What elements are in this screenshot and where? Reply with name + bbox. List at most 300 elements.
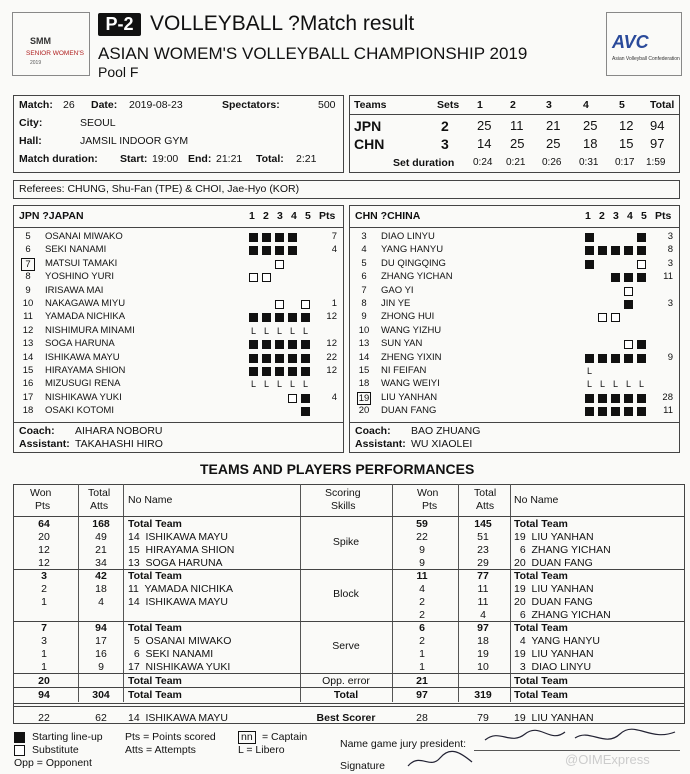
starter-marker — [249, 246, 258, 255]
chn-player-name: WANG WEIYI — [381, 378, 440, 390]
jpn-player-name: OSANAI MIWAKO — [45, 231, 123, 242]
score-cell-1-7: 97 — [650, 136, 665, 151]
jpn-player-number: 5 — [25, 231, 31, 242]
perf-won: 11 — [416, 570, 428, 582]
jpn-player-sets — [249, 366, 314, 380]
libero-marker: L — [586, 379, 592, 390]
perf-skill-opp: Opp. error — [322, 675, 370, 687]
starter-marker — [288, 367, 297, 376]
jpn-pts-header: Pts — [319, 210, 336, 222]
perf-won: 1 — [419, 661, 425, 673]
starter-marker — [262, 354, 271, 363]
legend-captain-box: nn — [238, 731, 256, 744]
score-cell-0-7: 94 — [650, 118, 665, 133]
referees: Referees: CHUNG, Shu-Fan (TPE) & CHOI, Jae-Hyo (KOR) — [19, 183, 300, 195]
end-label: End: — [188, 153, 212, 165]
perf-skill-serve: Serve — [332, 640, 360, 652]
libero-marker: L — [276, 325, 282, 336]
chn-set-header-4: 5 — [641, 210, 647, 222]
chn-player-number: 20 — [358, 405, 370, 417]
perf-won-r: Won — [417, 487, 439, 499]
perf-won: 1 — [41, 596, 47, 608]
starter-marker — [275, 340, 284, 349]
libero-marker: L — [599, 379, 605, 390]
chn-player-name: NI FEIFAN — [381, 365, 427, 376]
set-duration-5: 1:59 — [646, 157, 666, 168]
starter-marker — [249, 367, 258, 376]
chn-player-sets — [585, 272, 650, 286]
score-cell-0-5: 25 — [583, 118, 598, 133]
perf-player: 4 YANG HANYU — [514, 635, 600, 647]
chn-player-name: YANG HANYU — [381, 244, 444, 256]
score-divider — [349, 114, 680, 115]
perf-won: 20 — [38, 531, 50, 543]
starter-marker — [288, 340, 297, 349]
jpn-player-name: YOSHINO YURI — [45, 271, 114, 283]
perf-player: 6 ZHANG YICHAN — [514, 544, 611, 556]
chn-player-sets — [585, 312, 650, 326]
score-cell-1-5: 18 — [583, 136, 598, 151]
legend-points: Pts = Points scored — [125, 731, 216, 743]
jpn-player-name: NISHIKAWA YUKI — [45, 391, 122, 403]
jpn-player-name: ISHIKAWA MAYU — [45, 351, 120, 363]
perf-won: 4 — [419, 583, 425, 595]
perf-won: 64 — [38, 518, 50, 530]
jpn-player-points: 1 — [331, 298, 337, 309]
starter-marker — [598, 394, 607, 403]
starter-marker — [585, 394, 594, 403]
perf-won: 22 — [416, 531, 428, 543]
pool-label: Pool F — [98, 64, 139, 80]
starter-marker — [611, 273, 620, 282]
starter-marker — [288, 246, 297, 255]
jpn-roster-divider — [13, 227, 344, 228]
starter-marker — [585, 260, 594, 269]
perf-won: 1 — [41, 661, 47, 673]
score-header-2: 1 — [477, 99, 483, 111]
perf-won: 9 — [419, 557, 425, 569]
jpn-coach-divider — [13, 422, 344, 423]
date-label: Date: — [91, 99, 118, 111]
chn-player-name: DU QINGQING — [381, 257, 446, 269]
jpn-player-name: YAMADA NICHIKA — [45, 311, 126, 323]
perf-opp-line — [13, 687, 685, 688]
chn-player-name: DUAN FANG — [381, 405, 437, 417]
jpn-player-name: IRISAWA MAI — [45, 284, 104, 296]
starter-marker — [275, 233, 284, 242]
starter-marker — [288, 233, 297, 242]
jpn-player-name: MATSUI TAMAKI — [45, 257, 118, 269]
perf-atts: 145 — [474, 518, 492, 530]
chn-player-points: 3 — [667, 257, 673, 269]
hall-label: Hall: — [19, 135, 42, 147]
starter-marker — [637, 394, 646, 403]
libero-marker: L — [638, 379, 644, 390]
perf-won-l: Won — [30, 487, 52, 499]
libero-marker: L — [289, 379, 295, 390]
starter-marker — [262, 340, 271, 349]
legend-attempts: Atts = Attempts — [125, 744, 196, 756]
score-header-7: Total — [650, 99, 675, 111]
jury-line — [474, 750, 680, 751]
jpn-player-sets — [249, 286, 314, 300]
perf-atts: 4 — [98, 596, 104, 608]
perf-atts: 29 — [477, 557, 489, 569]
perf-player: Total Team — [128, 570, 182, 582]
perf-won: 1 — [419, 648, 425, 660]
chn-player-points: 3 — [667, 231, 673, 242]
jpn-assistant: TAKAHASHI HIRO — [75, 438, 163, 450]
perf-player: 20 DUAN FANG — [514, 596, 593, 608]
perf-skill1: Scoring — [325, 487, 361, 499]
score-cell-0-0: JPN — [354, 118, 382, 134]
perf-atts: 4 — [480, 609, 486, 621]
perf-atts: 11 — [477, 596, 489, 608]
substitute-swatch — [14, 745, 25, 756]
perf-player: 19 LIU YANHAN — [514, 648, 594, 660]
hall-value: JAMSIL INDOOR GYM — [80, 135, 189, 147]
legend-opponent: Opp = Opponent — [14, 757, 92, 769]
chn-player-sets — [585, 406, 650, 420]
jpn-player-sets — [249, 379, 314, 393]
starting-lineup-swatch — [14, 732, 25, 743]
chn-player-number: 10 — [358, 324, 370, 336]
chn-player-number: 5 — [361, 257, 367, 269]
chn-player-name: LIU YANHAN — [381, 391, 438, 403]
performances-title: TEAMS AND PLAYERS PERFORMANCES — [200, 461, 475, 477]
score-header-3: 2 — [510, 99, 516, 111]
starter-marker — [598, 354, 607, 363]
starter-marker — [624, 394, 633, 403]
perf-player: 14 ISHIKAWA MAYU — [128, 712, 228, 724]
perf-won: 97 — [416, 689, 428, 701]
substitute-marker — [637, 260, 646, 269]
logo-text-2: SENIOR WOMEN'S — [26, 50, 84, 57]
perf-won: 9 — [419, 544, 425, 556]
jpn-player-number: 8 — [25, 271, 31, 283]
jpn-team-title: JPN ?JAPAN — [19, 210, 84, 222]
jpn-assistant-label: Assistant: — [19, 438, 70, 450]
logo-text-1: SMM — [30, 36, 51, 46]
legend-starting: Starting line-up — [32, 731, 103, 743]
substitute-marker — [301, 300, 310, 309]
perf-skill-block: Block — [333, 588, 359, 600]
page-badge: P-2 — [98, 13, 141, 36]
jpn-player-number: 18 — [22, 405, 34, 417]
championship-logo — [12, 12, 90, 76]
jury-label: Name game jury president: — [340, 738, 467, 750]
spectators-value: 500 — [318, 99, 336, 111]
starter-marker — [637, 273, 646, 282]
signature-label: Signature — [340, 760, 385, 772]
chn-player-number: 7 — [361, 284, 367, 296]
perf-skill-spike: Spike — [332, 536, 360, 548]
starter-marker — [611, 407, 620, 416]
perf-total-r: Total — [474, 487, 497, 499]
total-duration: 2:21 — [296, 153, 317, 165]
perf-atts: 19 — [477, 648, 489, 660]
starter-marker — [637, 354, 646, 363]
chn-player-sets — [585, 299, 650, 313]
perf-won: 22 — [38, 712, 50, 724]
starter-marker — [288, 313, 297, 322]
starter-marker — [301, 394, 310, 403]
jpn-player-sets — [249, 406, 314, 420]
substitute-marker — [624, 340, 633, 349]
chn-player-points: 3 — [667, 298, 673, 309]
jpn-player-number: 17 — [22, 391, 34, 403]
starter-marker — [624, 300, 633, 309]
chn-player-points: 28 — [662, 391, 673, 403]
jpn-player-sets — [249, 272, 314, 286]
jpn-player-name: NISHIMURA MINAMI — [45, 324, 135, 336]
perf-player: Total Team — [514, 622, 568, 634]
substitute-marker — [275, 300, 284, 309]
chn-player-number: 15 — [358, 365, 370, 376]
chn-player-sets — [585, 245, 650, 259]
jpn-player-sets — [249, 259, 314, 273]
perf-atts: 304 — [92, 689, 110, 701]
chn-player-name: ZHANG YICHAN — [381, 271, 453, 283]
perf-atts: 34 — [95, 557, 107, 569]
match-date: 2019-08-23 — [129, 99, 183, 111]
perf-player: Total Team — [514, 518, 568, 530]
chn-player-name: WANG YIZHU — [381, 324, 442, 336]
perf-player: 14 ISHIKAWA MAYU — [128, 531, 228, 543]
chn-player-name: JIN YE — [381, 298, 411, 309]
spectators-label: Spectators: — [222, 99, 280, 111]
perf-won: 12 — [38, 544, 50, 556]
perf-won: 28 — [416, 712, 428, 724]
starter-marker — [249, 233, 258, 242]
chn-set-header-2: 3 — [613, 210, 619, 222]
starter-marker — [275, 367, 284, 376]
chn-player-number: 6 — [361, 271, 367, 283]
city-label: City: — [19, 117, 43, 129]
jpn-player-number: 7 — [21, 258, 35, 271]
perf-won: 2 — [419, 596, 425, 608]
avc-logo-text: AVC — [612, 32, 649, 52]
page-title: VOLLEYBALL ?Match result — [150, 12, 415, 35]
perf-name-l: No Name — [128, 494, 173, 506]
chn-roster-divider — [349, 227, 680, 228]
starter-marker — [637, 407, 646, 416]
end-time: 21:21 — [216, 153, 243, 165]
perf-won: 1 — [41, 648, 47, 660]
jpn-player-sets — [249, 312, 314, 326]
chn-coach: BAO ZHUANG — [411, 425, 481, 437]
perf-atts: 79 — [477, 712, 489, 724]
chn-player-name: DIAO LINYU — [381, 231, 435, 242]
starter-marker — [249, 354, 258, 363]
starter-marker — [249, 340, 258, 349]
substitute-marker — [275, 260, 284, 269]
perf-won: 2 — [419, 635, 425, 647]
libero-marker: L — [586, 365, 592, 376]
jpn-coach: AIHARA NOBORU — [75, 425, 163, 437]
perf-won: 20 — [38, 675, 50, 687]
perf-player: 15 HIRAYAMA SHION — [128, 544, 235, 556]
jpn-player-number: 9 — [25, 284, 31, 296]
perf-atts: 10 — [477, 661, 489, 673]
perf-player: 17 NISHIKAWA YUKI — [128, 661, 231, 673]
perf-head-line — [13, 516, 685, 517]
perf-atts: 94 — [95, 622, 107, 634]
perf-sec-line-2 — [13, 673, 685, 674]
score-cell-0-1: 2 — [441, 118, 449, 134]
jpn-set-header-4: 5 — [305, 210, 311, 222]
set-duration-2: 0:26 — [542, 157, 562, 168]
chn-set-header-3: 4 — [627, 210, 633, 222]
jpn-player-sets — [249, 326, 314, 340]
legend-substitute: Substitute — [32, 744, 79, 756]
perf-won: 2 — [41, 583, 47, 595]
legend-libero: L = Libero — [238, 744, 285, 756]
score-cell-1-2: 14 — [477, 136, 492, 151]
starter-marker — [624, 407, 633, 416]
score-header-5: 4 — [583, 99, 589, 111]
jpn-player-sets — [249, 245, 314, 259]
chn-assistant: WU XIAOLEI — [411, 438, 473, 450]
jpn-player-name: SEKI NANAMI — [45, 244, 107, 256]
score-header-1: Sets — [437, 99, 460, 111]
jpn-player-number: 12 — [22, 324, 34, 336]
starter-marker — [637, 246, 646, 255]
perf-atts: 21 — [95, 544, 107, 556]
starter-marker — [624, 354, 633, 363]
chn-player-number: 8 — [361, 298, 367, 309]
starter-marker — [262, 313, 271, 322]
set-duration-1: 0:21 — [506, 157, 526, 168]
score-cell-0-4: 21 — [546, 118, 561, 133]
chn-player-sets — [585, 259, 650, 273]
substitute-marker — [598, 313, 607, 322]
starter-marker — [262, 246, 271, 255]
chn-player-sets — [585, 339, 650, 353]
chn-player-sets — [585, 366, 650, 380]
chn-set-header-0: 1 — [585, 210, 591, 222]
perf-player: 14 ISHIKAWA MAYU — [128, 596, 228, 608]
score-header-6: 5 — [619, 99, 625, 111]
chn-player-points: 9 — [667, 351, 673, 363]
libero-marker: L — [625, 379, 631, 390]
chn-player-number: 4 — [361, 244, 367, 256]
perf-atts-l: Atts — [90, 500, 109, 512]
perf-player: Total Team — [514, 689, 568, 701]
perf-atts: 62 — [95, 712, 107, 724]
score-cell-1-4: 25 — [546, 136, 561, 151]
perf-player: 6 SEKI NANAMI — [128, 648, 214, 660]
logo-text-3: 2019 — [30, 60, 42, 66]
jpn-player-number: 16 — [22, 378, 34, 390]
chn-pts-header: Pts — [655, 210, 672, 222]
jpn-player-sets — [249, 299, 314, 313]
match-number: 26 — [63, 99, 75, 111]
set-duration-4: 0:17 — [615, 157, 635, 168]
perf-atts: 17 — [95, 635, 107, 647]
perf-won: 3 — [41, 570, 47, 582]
perf-atts: 77 — [477, 570, 489, 582]
perf-player: Total Team — [128, 518, 182, 530]
perf-player: 3 DIAO LINYU — [514, 661, 592, 673]
jpn-player-points: 12 — [326, 311, 337, 323]
starter-marker — [585, 233, 594, 242]
libero-marker: L — [263, 325, 269, 336]
perf-best-gap — [13, 703, 685, 707]
chn-coach-divider — [349, 422, 680, 423]
chn-player-points: 11 — [663, 271, 673, 283]
jpn-set-header-2: 3 — [277, 210, 283, 222]
chn-player-sets — [585, 232, 650, 246]
chn-player-name: GAO YI — [381, 284, 414, 296]
match-label: Match: — [19, 99, 53, 111]
perf-player: Total Team — [514, 675, 568, 687]
starter-marker — [275, 313, 284, 322]
chn-assistant-label: Assistant: — [355, 438, 406, 450]
starter-marker — [611, 246, 620, 255]
perf-player: Total Team — [128, 622, 182, 634]
perf-atts: 42 — [95, 570, 107, 582]
perf-skill-best: Best Scorer — [316, 712, 376, 724]
perf-atts: 11 — [477, 583, 489, 595]
jpn-player-points: 12 — [326, 365, 337, 376]
jpn-player-number: 13 — [22, 338, 34, 350]
jpn-player-sets — [249, 353, 314, 367]
starter-marker — [301, 407, 310, 416]
jpn-set-header-1: 2 — [263, 210, 269, 222]
chn-team-title: CHN ?CHINA — [355, 210, 421, 222]
jpn-coach-label: Coach: — [19, 425, 55, 437]
avc-logo-subtext: Asian Volleyball Confederation — [612, 56, 680, 62]
score-cell-0-2: 25 — [477, 118, 492, 133]
set-duration-0: 0:24 — [473, 157, 493, 168]
starter-marker — [301, 313, 310, 322]
libero-marker: L — [302, 379, 308, 390]
chn-player-number: 3 — [361, 231, 367, 242]
starter-marker — [262, 233, 271, 242]
jpn-player-points: 12 — [326, 338, 337, 350]
chn-coach-label: Coach: — [355, 425, 391, 437]
perf-skill-total: Total — [333, 689, 359, 701]
chn-player-number: 9 — [361, 311, 367, 323]
perf-player: 20 DUAN FANG — [514, 557, 593, 569]
score-header-4: 3 — [546, 99, 552, 111]
perf-atts: 16 — [95, 648, 107, 660]
perf-player: Total Team — [128, 675, 182, 687]
starter-marker — [598, 246, 607, 255]
chn-player-sets — [585, 286, 650, 300]
perf-atts: 18 — [95, 583, 107, 595]
starter-marker — [624, 246, 633, 255]
perf-atts: 18 — [477, 635, 489, 647]
jpn-player-sets — [249, 393, 314, 407]
jpn-player-points: 22 — [326, 351, 337, 363]
jpn-player-sets — [249, 232, 314, 246]
starter-marker — [585, 354, 594, 363]
chn-player-name: ZHONG HUI — [381, 311, 435, 323]
perf-won: 3 — [41, 635, 47, 647]
substitute-marker — [611, 313, 620, 322]
perf-player: Total Team — [514, 570, 568, 582]
jpn-set-header-3: 4 — [291, 210, 297, 222]
starter-marker — [585, 246, 594, 255]
perf-won: 21 — [416, 675, 428, 687]
libero-marker: L — [612, 379, 618, 390]
chn-player-sets — [585, 393, 650, 407]
chn-player-points: 8 — [667, 244, 673, 256]
starter-marker — [275, 354, 284, 363]
jpn-player-number: 10 — [22, 298, 34, 309]
